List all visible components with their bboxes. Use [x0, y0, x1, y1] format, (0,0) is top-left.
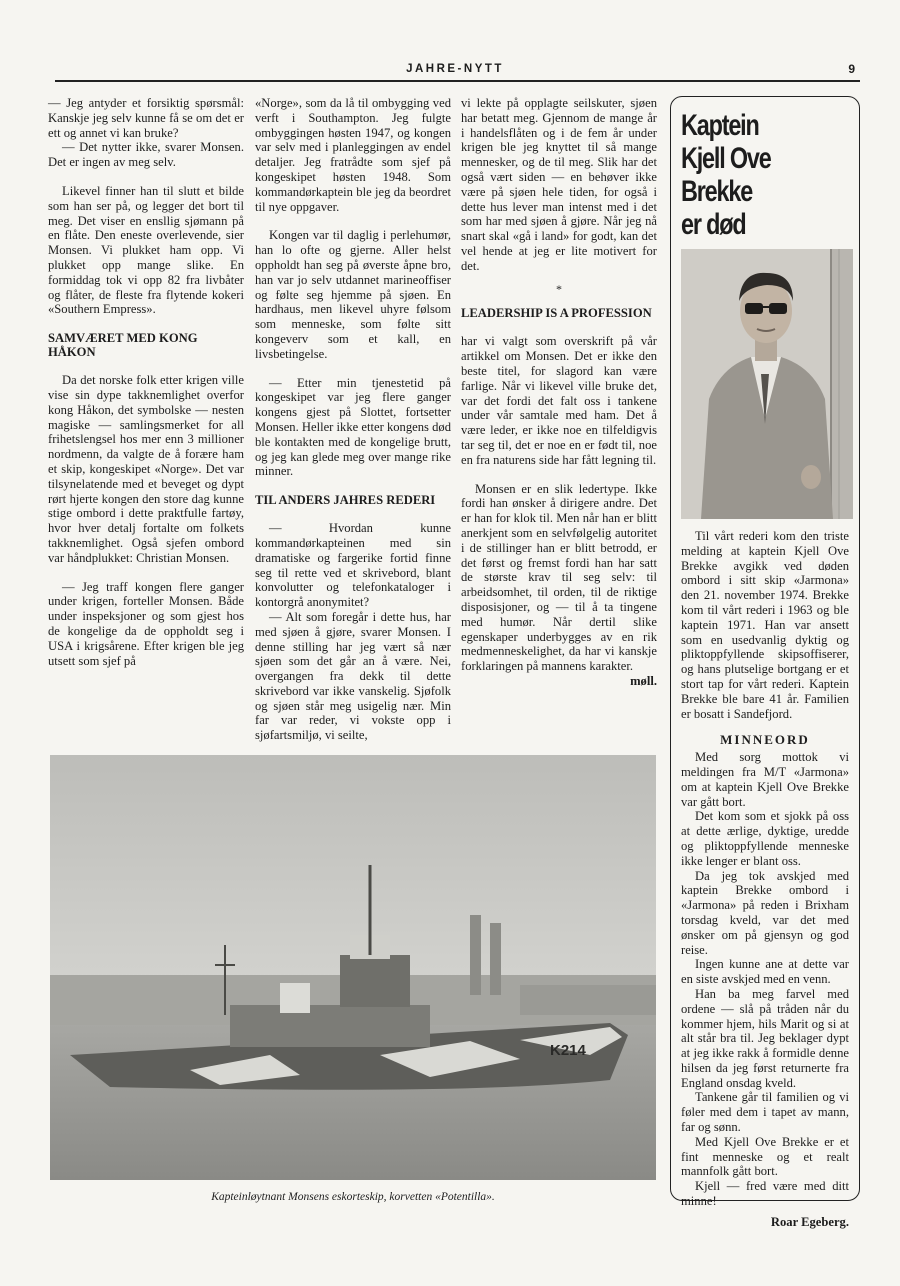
paragraph: har vi valgt som overskrift på vår artikkel om Monsen. Det er ikke den beste titel, for slagord kan være farlige. Når vi likevel ville bruke det, var det fordi det falt oss i tankene under vår samtale med ham. Det å være leder, er ikke noe en tilfeldigvis tar seg til, det er noe en er født til, noe en fra naturens side har fått legning til.	[461, 334, 657, 467]
obituary-title-line: Kjell Ove Brekke	[681, 142, 771, 208]
photo-caption: Kapteinløytnant Monsens eskorteskip, korvetten «Potentilla».	[211, 1191, 495, 1203]
paragraph: Kongen var til daglig i perlehumør, han lo ofte og gjerne. Aller helst oppholdt han seg på øverste åpne bro, han var jo selv utdannet marineoffiser og følte seg hjemme på sjøen. En hardhaus, men likevel uhyre følsom som menneske, som følte sitt kongeverv som et kall, en livsbetingelse.	[255, 228, 451, 361]
publication-title: JAHRE-NYTT	[406, 63, 504, 75]
paragraph: — Alt som foregår i dette hus, har med sjøen å gjøre, svarer Monsen. I denne stilling har jeg vært så nær sjøen som det går an å være. Nei, overgangen fra dekk til dette skrivebord var ikke vanskelig. Sjøfolk og sjøen står meg usigelig nær. Min far var reder, vi vokste opp i sjøfartsmiljø, vi seilte,	[255, 609, 451, 743]
section-heading: LEADERSHIP IS A PROFESSION	[461, 306, 652, 321]
obituary-body	[681, 529, 849, 1230]
obituary-title-line: Kaptein	[681, 109, 759, 142]
section-separator: *	[556, 281, 562, 296]
paragraph: Da det norske folk etter krigen ville vise sin dype takknemlighet overfor kong Håkon, det symbolske — nesten magiske — samlingsmerket for all frihetslengsel hos mer enn 3 millioner nordmenn, da valgte de å forære ham et skip, kongeskipet «Norge». Det var tilsynelatende med et beveget og dypt rørt hjerte kongen den store dag kunne stige ombord i dette praktfulle fartøy, hvor hver detalj fortalte om folkets takknemlighet. Også sjefen ombord var håndplukket: Christian Monsen.	[48, 373, 244, 565]
paragraph: Med Kjell Ove Brekke er et fint menneske og et realt mannfolk gått bort.	[681, 1134, 849, 1179]
minneord-text	[681, 750, 849, 1209]
paragraph: Han ba meg farvel med ordene — slå på tråden når du kommer hjem, hils Marit og si at alt står bra til. Jeg beklager dypt at jeg ikke rakk å formidle denne hilsen da jeg først returnerte fra England onsdag kveld.	[681, 986, 849, 1090]
paragraph: — Etter min tjenestetid på kongeskipet var jeg flere ganger kongens gjest på Slottet, fortsetter Monsen. Heller ikke etter kongens død ble kontakten med de kongelige brutt, og jeg kan glede meg over mange rike minner.	[255, 375, 451, 479]
paragraph: vi lekte på opplagte seilskuter, sjøen har betatt meg. Gjennom de mange år i handelsflåten og i de fem år under krigen ble jeg knyttet til så mange mennesker, og de til meg. Slik har det også vært siden — en behøver ikke være på sjøen hele tiden, for også i dette hus lever man intenst med i det som har med sjøen å gjøre. Når jeg nå snart skal «gå i land» for godt, kan det vel hende at jeg er lite motivert for det.	[461, 96, 657, 273]
paragraph: Ingen kunne ane at dette var en siste avskjed med en venn.	[681, 957, 849, 987]
page-header	[55, 62, 855, 82]
paragraph: Kjell — fred være med ditt minne!	[681, 1179, 849, 1209]
paragraph: «Norge», som da lå til ombygging ved verft i Southampton. Jeg fulgte ombyggingen høsten 1947, og kongen var selv med i planleggingen av endel detaljer. Jeg fratrådte som sjef på kongeskipet høsten 1948. Som kommandørkaptein ble jeg da beordret til nye oppgaver.	[255, 96, 451, 214]
section-heading: SAMVÆRET MED KONG HÅKON	[48, 331, 198, 360]
hull-number: K214	[550, 1042, 586, 1059]
section-heading: TIL ANDERS JAHRES REDERI	[255, 493, 436, 508]
paragraph: Tankene går til familien og vi føler med dem i tapet av mann, far og sønn.	[681, 1090, 849, 1135]
paragraph: Da jeg tok avskjed med kaptein Brekke ombord i «Jarmona» på reden i Brixham torsdag kveld, var det med ønsker om på gjensyn og god reise.	[681, 868, 849, 957]
obituary-title	[681, 109, 812, 241]
page-number: 9	[848, 62, 855, 76]
article-column-2	[255, 96, 451, 743]
portrait-image	[681, 249, 853, 519]
paragraph: Monsen er en slik ledertype. Ikke fordi han ønsker å dirigere andre. Det er han for klok til. Men når han er blitt anerkjent som en selvfølgelig autoritet i de stillinger han er blitt betrodd, er det først og fremst fordi han har satt de største krav til seg selv: til arbeidsomhet, til orden, til de riktige disposisjoner, og — til å ta tingene med humør. Når dertil slike egenskaper underbygges av en rik medmenneskelighet, da har vi kanskje forklaringen på mannens karakter.	[461, 481, 657, 674]
paragraph: — Det nytter ikke, svarer Monsen. Det er ingen av meg selv.	[48, 140, 244, 170]
obituary-box	[670, 96, 860, 1229]
paragraph: Med sorg mottok vi meldingen fra M/T «Jarmona» om at kaptein Kjell Ove Brekke var gått bort.	[681, 750, 849, 809]
paragraph: Det kom som et sjokk på oss at dette ærlige, dyktige, uredde og pliktoppfyllende menneske ikke lenger er blant oss.	[681, 809, 849, 868]
author-signature: møll.	[630, 673, 657, 688]
paragraph: — Jeg traff kongen flere ganger under krigen, forteller Monsen. Både under inspeksjoner og som gjest hos de kongelige da de oppholdt seg i USA i krigsårene. Efter krigen ble jeg utsett som sjef på	[48, 579, 244, 668]
minneord-heading: MINNEORD	[720, 732, 810, 748]
obituary-signature: Roar Egeberg.	[770, 1214, 849, 1229]
article-column-1	[48, 96, 244, 668]
paragraph: — Hvordan kunne kommandørkapteinen med sin dramatiske og fargerike fortid finne seg til rette ved et skrivebord, blant konvolutter og telefonkataloger i kontorgrå anonymitet?	[255, 521, 451, 610]
article-column-3	[461, 96, 657, 689]
obituary-intro: Til vårt rederi kom den triste melding at kaptein Kjell Ove Brekke avgikk ved døden ombord i sitt skip «Jarmona» den 21. november 1974. Brekke kom til vårt rederi i 1963 og ble kaptein 1971. Han var ansett som en usedvanlig dyktig og pliktoppfyllende skipsoffiserer, og hans plutselige bortgang er et stort tap for vårt rederi. Kaptein Brekke ble bare 41 år. Familien er bosatt i Sandefjord.	[681, 529, 849, 721]
paragraph: — Jeg antyder et forsiktig spørsmål: Kanskje jeg selv kunne få se om det er ett og annet vi kan bruke?	[48, 96, 244, 140]
portrait-photo	[681, 249, 853, 519]
ship-photo	[50, 755, 656, 1180]
header-rule	[55, 80, 860, 82]
paragraph: Likevel finner han til slutt et bilde som han ser på, og legger det bort til meg. Det viser en ensllig sjømann på en flåte. Den eneste overlevende, sier Monsen. Vi plukket ham opp. Vi plukket opp mange slike. En formiddag tok vi opp 82 fra livbåter og flåter, de fleste fra flytende kokeri «Southern Empress».	[48, 183, 244, 317]
corvette-image	[50, 755, 656, 1180]
obituary-title-line: er død	[681, 208, 746, 241]
